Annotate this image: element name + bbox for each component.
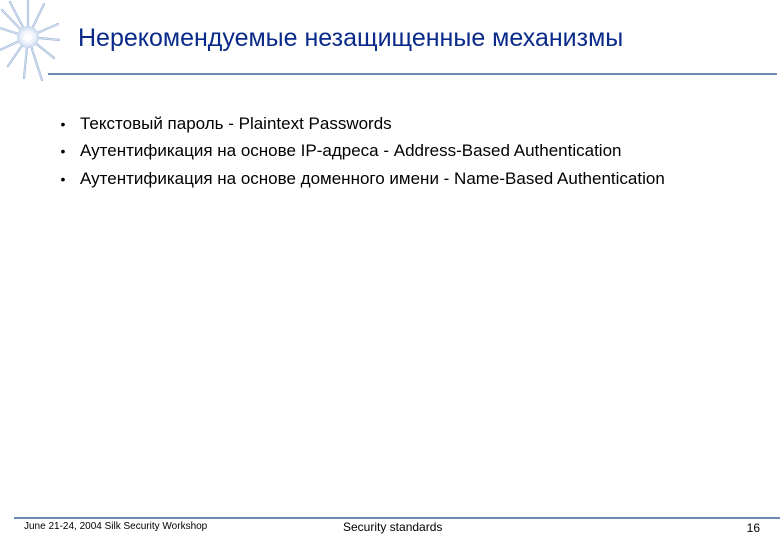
list-item	[56, 138, 665, 166]
bullet-list	[56, 110, 665, 193]
footer-divider	[14, 517, 780, 519]
slide-title: Нерекомендуемые незащищенные механизмы	[78, 24, 624, 52]
footer-topic: Security standards	[343, 520, 443, 534]
footer-event: June 21-24, 2004 Silk Security Workshop	[24, 521, 208, 532]
page-number: 16	[746, 521, 760, 535]
bullet-dot-icon: •	[60, 115, 66, 132]
list-item	[56, 110, 665, 138]
bullet-dot-icon: •	[60, 143, 66, 160]
list-item	[56, 165, 665, 193]
bullet-text: Аутентификация на основе IP-адреса - Address-Based Authentication	[80, 141, 622, 161]
starburst-icon	[0, 0, 60, 82]
bullet-text: Аутентификация на основе доменного имени - Name-Based Authentication	[80, 168, 665, 188]
bullet-dot-icon: •	[60, 170, 66, 187]
header-divider	[48, 73, 777, 75]
bullet-text: Текстовый пароль - Plaintext Passwords	[80, 113, 392, 133]
